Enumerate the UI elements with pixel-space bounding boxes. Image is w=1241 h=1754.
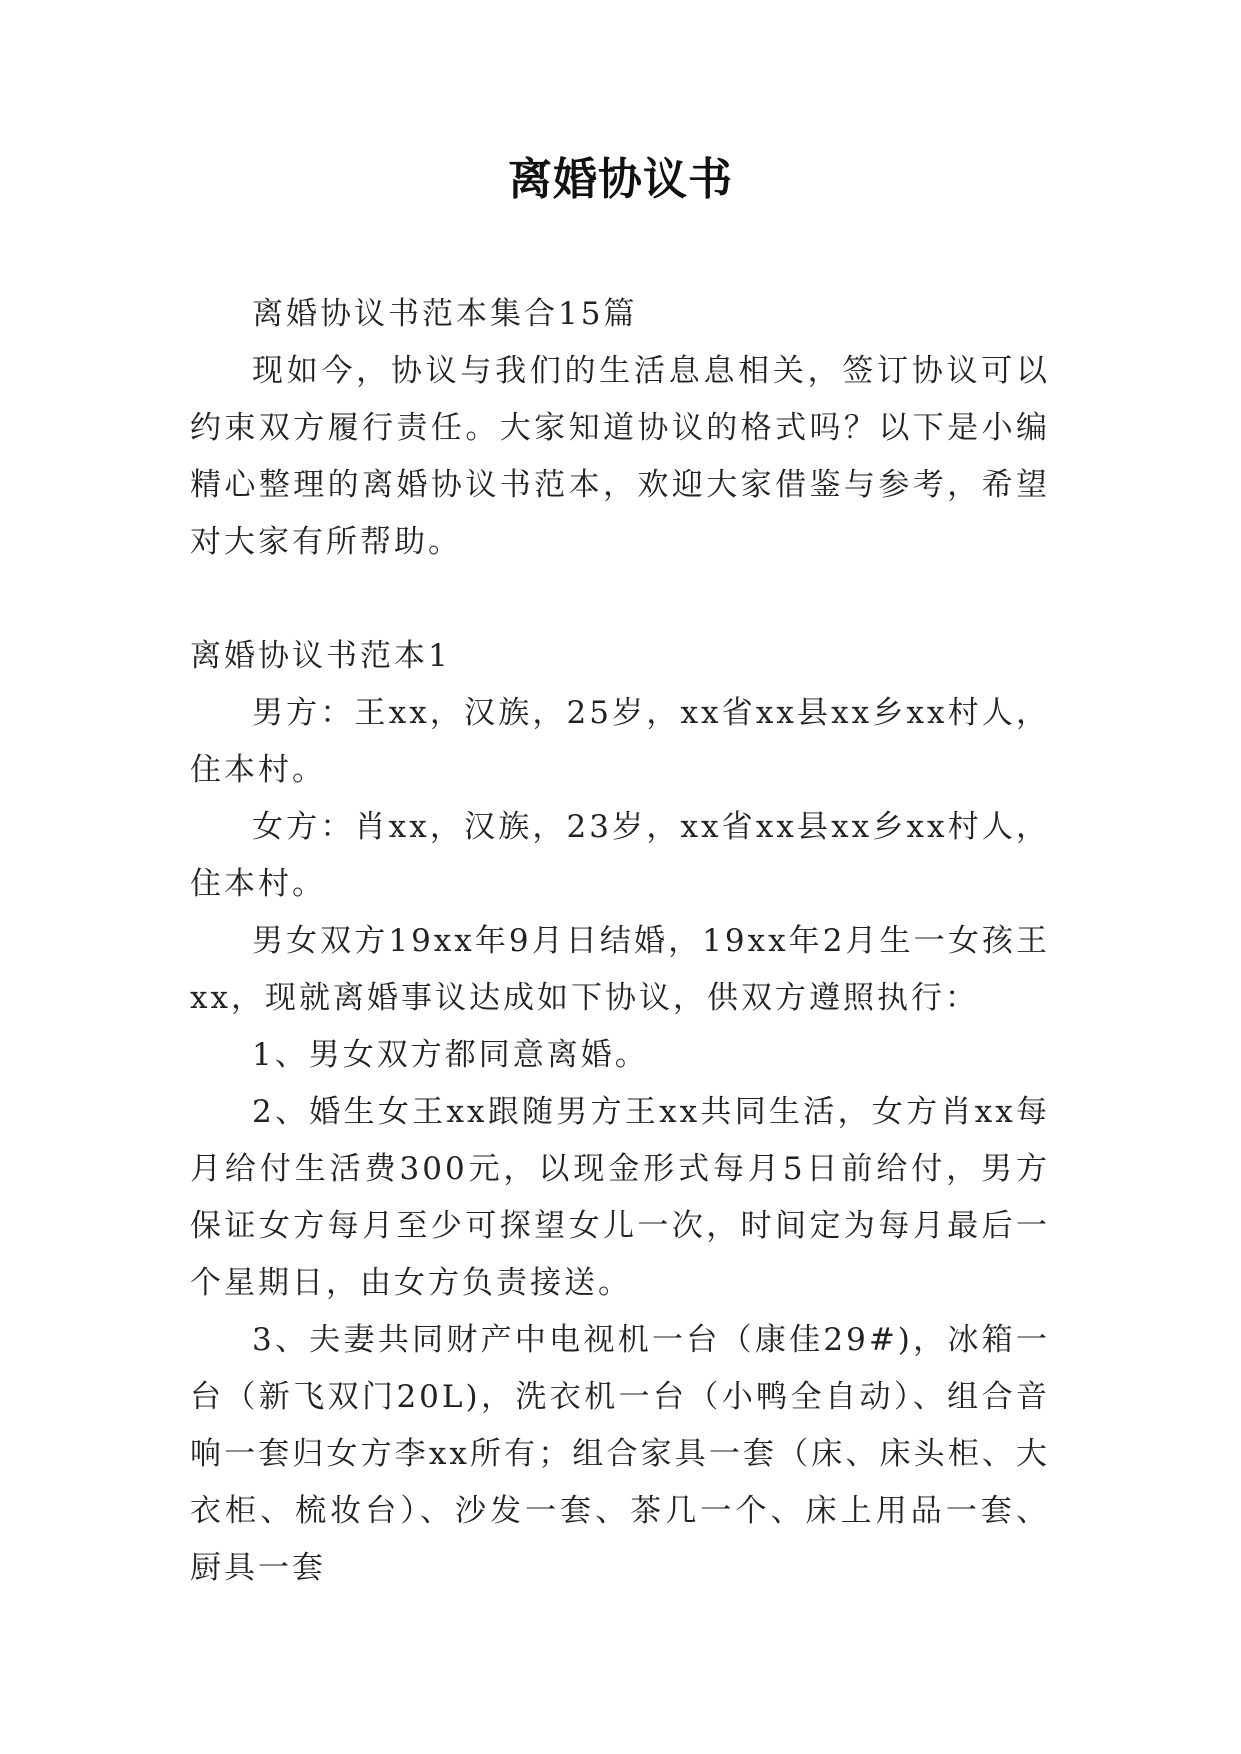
- document-body: [190, 286, 1050, 1597]
- marriage-info-paragraph: 男女双方19xx年9月日结婚，19xx年2月生一女孩王xx，现就离婚事议达成如下协议，供双方遵照执行：: [190, 923, 1050, 1016]
- clause-2-paragraph: 2、婚生女王xx跟随男方王xx共同生活，女方肖xx每月给付生活费300元，以现金形式每月5日前给付，男方保证女方每月至少可探望女儿一次，时间定为每月最后一个星期日，由女方负责接送。: [190, 1094, 1050, 1301]
- document-title: 离婚协议书: [508, 154, 733, 205]
- clause-1-paragraph: 1、男女双方都同意离婚。: [252, 1037, 649, 1073]
- clause-3-paragraph: 3、夫妻共同财产中电视机一台（康佳29#)，冰箱一台（新飞双门20L)，洗衣机一台（小鸭全自动）、组合音响一套归女方李xx所有；组合家具一套（床、床头柜、大衣柜、梳妆台）、沙发一套、茶几一个、床上用品一套、厨具一套: [190, 1322, 1050, 1586]
- section-heading: 离婚协议书范本1: [190, 638, 451, 674]
- subtitle-paragraph: 离婚协议书范本集合15篇: [252, 296, 638, 332]
- intro-paragraph: 现如今，协议与我们的生活息息相关，签订协议可以约束双方履行责任。大家知道协议的格式吗？以下是小编精心整理的离婚协议书范本，欢迎大家借鉴与参考，希望对大家有所帮助。: [190, 353, 1050, 560]
- female-party-paragraph: 女方：肖xx，汉族，23岁，xx省xx县xx乡xx村人，住本村。: [190, 809, 1050, 902]
- male-party-paragraph: 男方：王xx，汉族，25岁，xx省xx县xx乡xx村人，住本村。: [190, 695, 1050, 788]
